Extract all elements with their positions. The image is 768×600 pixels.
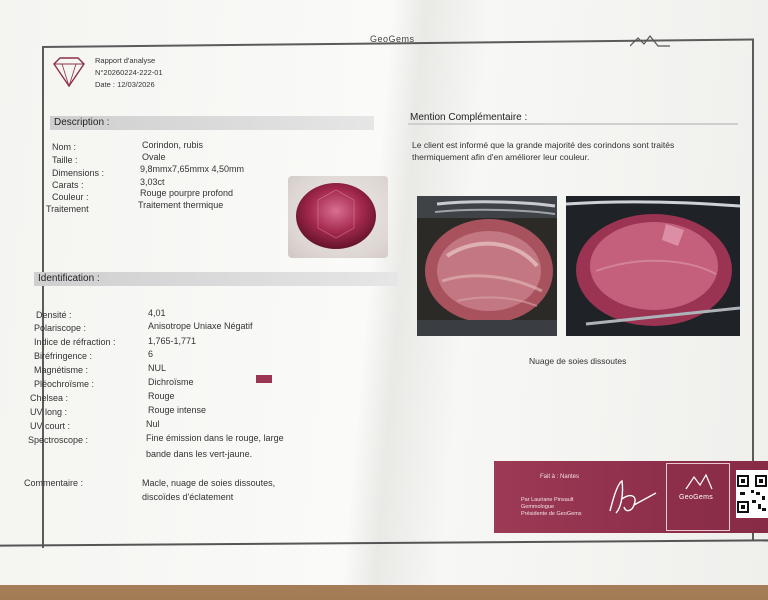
signer-role: Présidente de GeoGems [521, 511, 582, 517]
report-info [95, 55, 163, 91]
place-text: Fait à : Nantes [540, 474, 580, 480]
brand-header: GeoGems [370, 34, 415, 44]
mention-line-2: thermiquement afin d'en améliorer leur couleur. [412, 152, 590, 162]
id-label-densite: Densité : [36, 310, 72, 320]
signer-name: Par Lauriane Pinsault [521, 497, 574, 503]
desc-value-couleur: Rouge pourpre profond [140, 188, 234, 198]
id-value-magnetisme: NUL [148, 363, 167, 373]
id-label-uv-long: UV long : [30, 407, 68, 417]
desc-value-taille: Ovale [142, 152, 166, 162]
desc-label-carats: Carats : [52, 180, 84, 190]
report-date: Date : 12/03/2026 [95, 80, 155, 89]
logo-text: GeoGems [679, 494, 713, 501]
qr-code-icon [736, 470, 768, 518]
id-value-refraction: 1,765-1,771 [148, 336, 197, 346]
id-value-polariscope: Anisotrope Uniaxe Négatif [148, 321, 253, 331]
mention-divider [408, 123, 738, 125]
id-label-polariscope: Polariscope : [34, 323, 87, 333]
report-label: Rapport d'analyse [95, 56, 156, 65]
identification-heading: Identification : [34, 272, 398, 286]
qr-code [736, 470, 768, 518]
id-value-uv-long: Rouge intense [148, 405, 207, 415]
description-heading: Description : [50, 116, 374, 130]
mention-text [412, 139, 752, 163]
diamond-logo-icon [50, 56, 88, 88]
comment-label: Commentaire : [24, 478, 84, 488]
signer-block [521, 497, 582, 518]
handwritten-signature [604, 475, 660, 519]
id-label-refraction: Indice de réfraction : [34, 337, 116, 347]
mountain-icon [630, 34, 670, 48]
inclusion-photo-right [566, 196, 740, 336]
mention-heading: Mention Complémentaire : [410, 112, 528, 123]
signature-banner [494, 461, 768, 533]
id-label-chelsea: Chelsea : [30, 393, 69, 403]
id-value-uv-court: Nul [146, 419, 160, 429]
desc-value-carats: 3,03ct [140, 177, 165, 187]
id-label-pleochroisme: Pléochroïsme : [34, 379, 95, 389]
signer-title: Gemmologue [521, 504, 555, 510]
desc-value-dimensions: 9,8mmx7,65mmx 4,50mm [140, 164, 245, 174]
id-label-uv-court: UV court : [30, 421, 71, 431]
id-label-magnetisme: Magnétisme : [34, 365, 89, 375]
report-number: N°20260224-222-01 [95, 68, 163, 77]
id-value-spectroscope: Fine émission dans le rouge, large [146, 433, 284, 443]
id-label-spectroscope: Spectroscope : [28, 435, 89, 445]
desc-value-nom: Corindon, rubis [142, 140, 204, 150]
id-value-birefringence: 6 [148, 349, 154, 359]
mountain-logo-icon [684, 471, 714, 491]
desc-label-nom: Nom : [52, 142, 77, 152]
id-label-birefringence: Biréfringence : [34, 351, 93, 361]
desc-label-taille: Taille : [52, 155, 78, 165]
comment-line-2: discoïdes d'éclatement [142, 492, 234, 502]
desc-value-traitement: Traitement thermique [138, 200, 224, 210]
microscope-image-right [566, 196, 740, 336]
desc-label-couleur: Couleur : [52, 192, 89, 202]
gem-photo [288, 176, 388, 258]
id-value-pleochroisme: Dichroïsme [148, 377, 194, 387]
id-value-spectroscope-line2: bande dans les vert-jaune. [146, 449, 253, 459]
inclusion-photo-left [417, 196, 557, 336]
desc-label-traitement: Traitement [46, 204, 89, 214]
id-value-densite: 4,01 [148, 308, 166, 318]
mention-line-1: Le client est informé que la grande majorité des corindons sont traités [412, 140, 675, 150]
id-value-chelsea: Rouge [148, 391, 175, 401]
photo-caption: Nuage de soies dissoutes [529, 356, 627, 366]
desc-label-dimensions: Dimensions : [52, 168, 105, 178]
ruby-gem-image [288, 176, 388, 258]
comment-line-1: Macle, nuage de soies dissoutes, [142, 478, 276, 488]
pleochroism-color-swatch [256, 375, 272, 383]
microscope-image-left [417, 196, 557, 336]
